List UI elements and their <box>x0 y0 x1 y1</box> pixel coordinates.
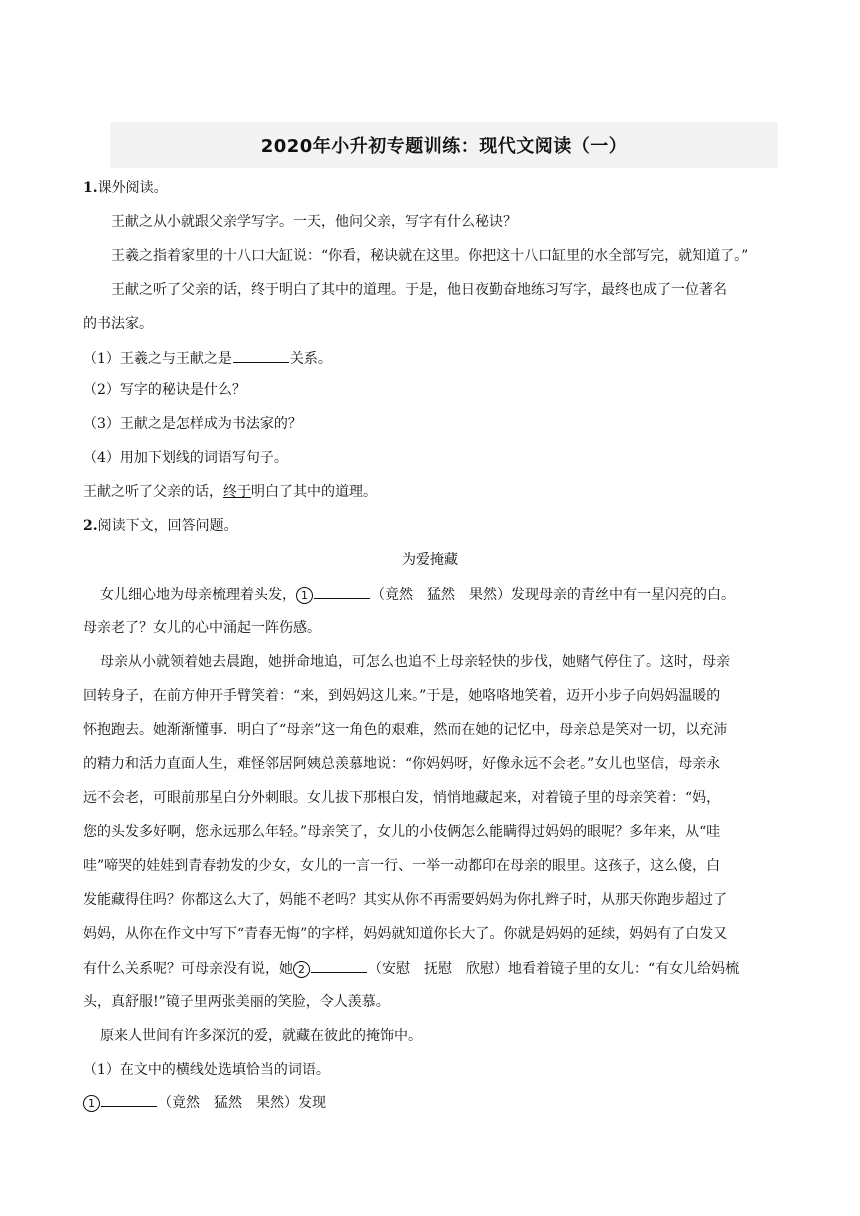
q1-heading-text: 课外阅读。 <box>97 180 168 196</box>
q1-subquestion-2: （2）写字的秘诀是什么？ <box>83 382 246 398</box>
article-line-14: 原来人世间有许多深沉的爱，就藏在彼此的掩饰中。 <box>100 1028 422 1044</box>
q1-paragraph-1: 王献之从小就跟父亲学写字。一天，他问父亲，写字有什么秘诀？ <box>111 214 517 230</box>
q1-paragraph-2: 王羲之指着家里的十八口大缸说：“你看，秘诀就在这里。你把这十八口缸里的水全部写完，就知道了。” <box>111 248 749 264</box>
circled-number-1: 1 <box>83 1095 100 1112</box>
q2-subquestion-1: （1）在文中的横线处选填恰当的词语。 <box>83 1062 330 1078</box>
sentence-prefix: 王献之听了父亲的话， <box>83 484 223 500</box>
q1-sub1-suffix: 关系。 <box>289 351 332 367</box>
q1-example-sentence <box>83 482 377 502</box>
circled-number-1: 1 <box>296 587 313 604</box>
line1-text: 女儿细心地为母亲梳理着头发， <box>100 587 296 603</box>
title-banner <box>110 122 778 168</box>
article-line-5: 怀抱跑去。她渐渐懂事．明白了“母亲”这一角色的艰难，然而在她的记忆中，母亲总是笑对一切，以充沛 <box>83 722 728 738</box>
circled-number-2: 2 <box>293 961 310 978</box>
answer-blank[interactable] <box>233 348 289 363</box>
answer-blank-1[interactable] <box>101 1092 157 1107</box>
q1-number: 1. <box>83 180 98 196</box>
article-line-1 <box>100 584 735 605</box>
q2-heading <box>83 516 238 536</box>
article-line-11: 妈妈，从你在作文中写下“青春无悔”的字样，妈妈就知道你长大了。你就是妈妈的延续，妈妈有了白发又 <box>83 926 728 942</box>
article-line-12 <box>83 958 739 979</box>
article-line-7: 远不会老，可眼前那星白分外刺眼。女儿拔下那根白发，悄悄地藏起来，对着镜子里的母亲笑着：“妈， <box>83 790 721 806</box>
q2-answer-line-1 <box>83 1092 326 1113</box>
q2-heading-text: 阅读下文，回答问题。 <box>97 518 238 534</box>
line12-options: （安慰 抚慰 欣慰）地看着镜子里的女儿：“有女儿给妈梳 <box>368 961 740 977</box>
answer-blank-2[interactable] <box>311 958 367 973</box>
article-line-6: 的精力和活力直面人生，难怪邻居阿姨总羡慕地说：“你妈妈呀，好像永远不会老。”女儿也坚信，母亲永 <box>83 756 721 772</box>
article-line-10: 发能藏得住吗？你都这么大了，妈能不老吗？其实从你不再需要妈妈为你扎辫子时，从那天你跑步超过了 <box>83 892 727 908</box>
article-line-2: 母亲老了？女儿的心中涌起一阵伤感。 <box>83 620 321 636</box>
sentence-suffix: 明白了其中的道理。 <box>251 484 377 500</box>
article-title: 为爱掩藏 <box>402 552 458 568</box>
line12-text: 有什么关系呢？可母亲没有说，她 <box>83 961 293 977</box>
q1-sub1-text: （1）王羲之与王献之是 <box>83 351 232 367</box>
article-line-8: 您的头发多好啊，您永远那么年轻。”母亲笑了，女儿的小伎俩怎么能瞒得过妈妈的眼呢？多年来，从“哇 <box>83 824 721 840</box>
q1-paragraph-3b: 的书法家。 <box>83 316 153 332</box>
page-title: 2020年小升初专题训练：现代文阅读（一） <box>260 136 628 157</box>
q2-number: 2. <box>83 518 98 534</box>
article-line-4: 回转身子，在前方伸开手臂笑着：“来，到妈妈这儿来。”于是，她咯咯地笑着，迈开小步子向妈妈温暖的 <box>83 688 721 704</box>
q1-paragraph-3a: 王献之听了父亲的话，终于明白了其中的道理。于是，他日夜勤奋地练习写字，最终也成了一位著名 <box>111 282 727 298</box>
article-line-13: 头，真舒服!”镜子里两张美丽的笑脸，令人羡慕。 <box>83 994 390 1010</box>
q1-subquestion-3: （3）王献之是怎样成为书法家的？ <box>83 416 302 432</box>
line1-options: （竟然 猛然 果然）发现母亲的青丝中有一星闪亮的白。 <box>371 587 735 603</box>
q1-subquestion-1 <box>83 348 332 369</box>
article-line-9: 哇”啼哭的娃娃到青春勃发的少女，女儿的一言一行、一举一动都印在母亲的眼里。这孩子，这么傻，白 <box>83 858 721 874</box>
answer-options: （竟然 猛然 果然）发现 <box>158 1095 326 1111</box>
underlined-word: 终于 <box>223 484 251 500</box>
answer-blank-1[interactable] <box>314 584 370 599</box>
q1-heading <box>83 178 168 198</box>
q1-subquestion-4: （4）用加下划线的词语写句子。 <box>83 450 288 466</box>
article-line-3: 母亲从小就领着她去晨跑，她拼命地追，可怎么也追不上母亲轻快的步伐，她赌气停住了。这时，母亲 <box>100 654 730 670</box>
